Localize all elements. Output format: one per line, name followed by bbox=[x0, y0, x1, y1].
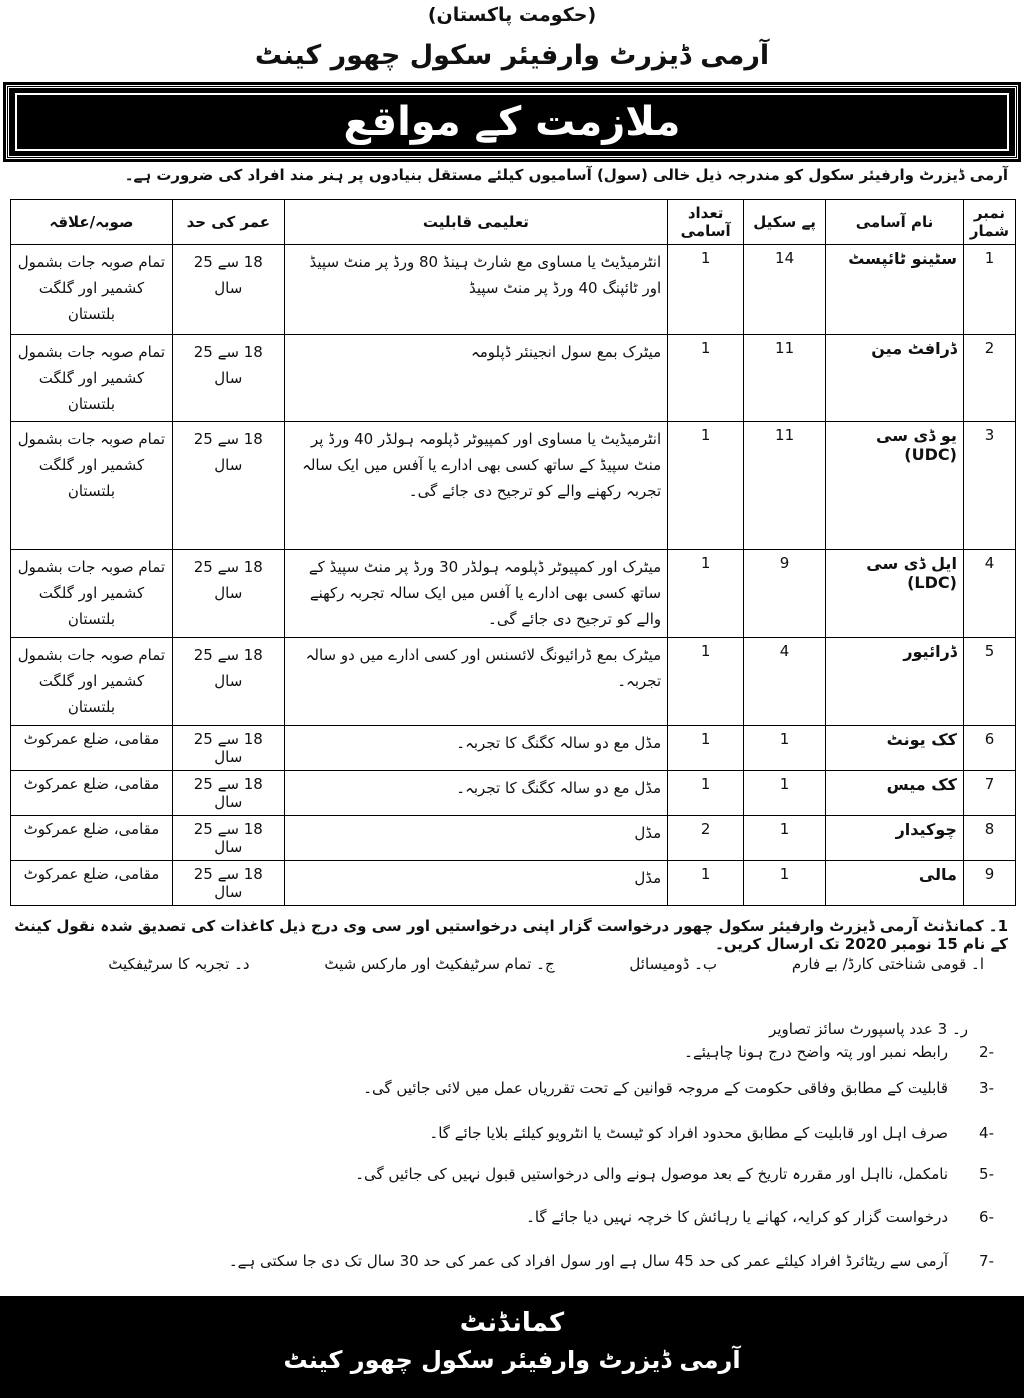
cell-serial: 4 bbox=[963, 550, 1015, 638]
note-item bbox=[34, 1252, 994, 1270]
cell-province: مقامی، ضلع عمرکوٹ bbox=[11, 726, 173, 771]
application-instruction: 1۔ کمانڈنٹ آرمی ڈیزرٹ وارفیئر سکول چھور درخواست گزار اپنی درخواستیں اور سی وی درج ذیل کاغذات کی تصدیق شدہ نقول کینٹ کے نام 15 نومبر 2020 تک ارسال کریں۔ bbox=[14, 917, 1008, 953]
banner-title: ملازمت کے مواقع bbox=[343, 99, 681, 145]
cell-province: مقامی، ضلع عمرکوٹ bbox=[11, 771, 173, 816]
cell-province: مقامی، ضلع عمرکوٹ bbox=[11, 816, 173, 861]
cell-qualification: مڈل bbox=[284, 816, 667, 861]
note-item bbox=[34, 1208, 994, 1226]
title-banner bbox=[6, 85, 1018, 159]
cell-scale: 9 bbox=[744, 550, 826, 638]
cell-scale: 1 bbox=[744, 861, 826, 906]
header-age: عمر کی حد bbox=[172, 200, 284, 245]
cell-province: تمام صوبہ جات بشمول کشمیر اور گلگت بلتستان bbox=[11, 550, 173, 638]
cell-qualification: میٹرک اور کمپیوٹر ڈپلومہ ہولڈر 30 ورڈ پر منٹ سپیڈ کے ساتھ کسی بھی ادارے یا آفس میں ایک سالہ تجربہ رکھنے والے کو ترجیح دی جائے گی۔ bbox=[284, 550, 667, 638]
header-province: صوبہ/علاقہ bbox=[11, 200, 173, 245]
note-text: نامکمل، نااہل اور مقررہ تاریخ کے بعد موصول ہونے والی درخواستیں قبول نہیں کی جائیں گی۔ bbox=[355, 1165, 948, 1183]
document-item: د۔ تجربہ کا سرٹیفکیٹ bbox=[108, 955, 250, 973]
cell-post: ڈرائیور bbox=[826, 638, 964, 726]
note-text: صرف اہل اور قابلیت کے مطابق محدود افراد کو ٹیسٹ یا انٹرویو کیلئے بلایا جائے گا۔ bbox=[429, 1124, 948, 1142]
school-name: آرمی ڈیزرٹ وارفیئر سکول چھور کینٹ bbox=[254, 40, 770, 71]
cell-qualification: میٹرک بمع ڈرائیونگ لائسنس اور کسی ادارے میں دو سالہ تجربہ۔ bbox=[284, 638, 667, 726]
cell-serial: 1 bbox=[963, 245, 1015, 335]
cell-age: 18 سے 25 سال bbox=[172, 726, 284, 771]
cell-serial: 6 bbox=[963, 726, 1015, 771]
cell-serial: 9 bbox=[963, 861, 1015, 906]
cell-post: چوکیدار bbox=[826, 816, 964, 861]
cell-age: 18 سے 25 سال bbox=[172, 422, 284, 550]
cell-serial: 2 bbox=[963, 335, 1015, 422]
cell-post: کک میس bbox=[826, 771, 964, 816]
table-row bbox=[11, 335, 1016, 422]
header-scale: پے سکیل bbox=[744, 200, 826, 245]
header-qualification: تعلیمی قابلیت bbox=[284, 200, 667, 245]
cell-scale: 1 bbox=[744, 771, 826, 816]
document-item: ج۔ تمام سرٹیفکیٹ اور مارکس شیٹ bbox=[324, 955, 555, 973]
cell-scale: 11 bbox=[744, 422, 826, 550]
table-row bbox=[11, 638, 1016, 726]
note-number: -7 bbox=[979, 1252, 994, 1270]
table-header-row bbox=[11, 200, 1016, 245]
cell-serial: 3 bbox=[963, 422, 1015, 550]
cell-post: یو ڈی سی (UDC) bbox=[826, 422, 964, 550]
note-item bbox=[34, 1165, 994, 1183]
cell-age: 18 سے 25 سال bbox=[172, 638, 284, 726]
cell-count: 1 bbox=[668, 550, 744, 638]
header-serial: نمبر شمار bbox=[963, 200, 1015, 245]
cell-scale: 11 bbox=[744, 335, 826, 422]
cell-age: 18 سے 25 سال bbox=[172, 335, 284, 422]
cell-serial: 7 bbox=[963, 771, 1015, 816]
cell-age: 18 سے 25 سال bbox=[172, 816, 284, 861]
intro-text: آرمی ڈیزرٹ وارفیئر سکول کو مندرجہ ذیل خالی (سول) آسامیوں کیلئے مستقل بنیادوں پر ہنر مند افراد کی ضرورت ہے۔ bbox=[124, 166, 1008, 184]
cell-province: تمام صوبہ جات بشمول کشمیر اور گلگت بلتستان bbox=[11, 638, 173, 726]
cell-count: 2 bbox=[668, 816, 744, 861]
cell-age: 18 سے 25 سال bbox=[172, 771, 284, 816]
note-text: آرمی سے ریٹائرڈ افراد کیلئے عمر کی حد 45 سال ہے اور سول افراد کی عمر کی حد 30 سال تک دی جا سکتی ہے۔ bbox=[228, 1252, 948, 1270]
note-text: قابلیت کے مطابق وفاقی حکومت کے مروجہ قوانین کے تحت تقرریاں عمل میں لائی جائیں گی۔ bbox=[363, 1079, 948, 1097]
cell-post: ایل ڈی سی (LDC) bbox=[826, 550, 964, 638]
cell-serial: 5 bbox=[963, 638, 1015, 726]
cell-scale: 1 bbox=[744, 726, 826, 771]
header-count: تعداد آسامی bbox=[668, 200, 744, 245]
cell-province: تمام صوبہ جات بشمول کشمیر اور گلگت بلتستان bbox=[11, 422, 173, 550]
footer-banner bbox=[0, 1296, 1024, 1398]
note-number: -2 bbox=[979, 1043, 994, 1061]
cell-serial: 8 bbox=[963, 816, 1015, 861]
cell-count: 1 bbox=[668, 861, 744, 906]
table-row bbox=[11, 422, 1016, 550]
note-text: درخواست گزار کو کرایہ، کھانے یا رہائش کا خرچہ نہیں دیا جائے گا۔ bbox=[526, 1208, 948, 1226]
cell-scale: 14 bbox=[744, 245, 826, 335]
cell-scale: 4 bbox=[744, 638, 826, 726]
required-documents bbox=[24, 955, 984, 973]
document-item: ا۔ قومی شناختی کارڈ/ بے فارم bbox=[791, 955, 984, 973]
table-row bbox=[11, 771, 1016, 816]
cell-province: تمام صوبہ جات بشمول کشمیر اور گلگت بلتستان bbox=[11, 245, 173, 335]
table-row bbox=[11, 726, 1016, 771]
note-item bbox=[34, 1079, 994, 1097]
cell-count: 1 bbox=[668, 726, 744, 771]
cell-province: مقامی، ضلع عمرکوٹ bbox=[11, 861, 173, 906]
cell-count: 1 bbox=[668, 422, 744, 550]
table-row bbox=[11, 245, 1016, 335]
cell-age: 18 سے 25 سال bbox=[172, 245, 284, 335]
cell-scale: 1 bbox=[744, 816, 826, 861]
cell-count: 1 bbox=[668, 335, 744, 422]
note-item bbox=[34, 1043, 994, 1061]
note-text: رابطہ نمبر اور پتہ واضح درج ہونا چاہیئے۔ bbox=[684, 1043, 948, 1061]
note-number: -3 bbox=[979, 1079, 994, 1097]
cell-count: 1 bbox=[668, 245, 744, 335]
cell-count: 1 bbox=[668, 771, 744, 816]
cell-province: تمام صوبہ جات بشمول کشمیر اور گلگت بلتستان bbox=[11, 335, 173, 422]
cell-qualification: مڈل مع دو سالہ کگنگ کا تجربہ۔ bbox=[284, 726, 667, 771]
table-row bbox=[11, 861, 1016, 906]
jobs-table bbox=[10, 199, 1016, 906]
document-item: ب۔ ڈومیسائل bbox=[629, 955, 718, 973]
cell-post: کک یونٹ bbox=[826, 726, 964, 771]
cell-age: 18 سے 25 سال bbox=[172, 550, 284, 638]
footer-school-name: آرمی ڈیزرٹ وارفیئر سکول چھور کینٹ bbox=[283, 1346, 741, 1374]
cell-qualification: مڈل bbox=[284, 861, 667, 906]
cell-count: 1 bbox=[668, 638, 744, 726]
cell-post: مالی bbox=[826, 861, 964, 906]
header-post: نام آسامی bbox=[826, 200, 964, 245]
cell-age: 18 سے 25 سال bbox=[172, 861, 284, 906]
cell-qualification: انٹرمیڈیٹ یا مساوی اور کمپیوٹر ڈپلومہ ہولڈر 40 ورڈ پر منٹ سپیڈ کے ساتھ کسی بھی ادارے یا آفس میں ایک سالہ تجربہ رکھنے والے کو ترجیح دی جائے گی۔ bbox=[284, 422, 667, 550]
cell-qualification: میٹرک بمع سول انجینئر ڈپلومہ bbox=[284, 335, 667, 422]
government-label: (حکومت پاکستان) bbox=[427, 4, 597, 26]
cell-qualification: مڈل مع دو سالہ کگنگ کا تجربہ۔ bbox=[284, 771, 667, 816]
table-row bbox=[11, 816, 1016, 861]
note-item bbox=[34, 1124, 994, 1142]
footer-title: کمانڈنٹ bbox=[459, 1308, 565, 1338]
note-number: -5 bbox=[979, 1165, 994, 1183]
table-row bbox=[11, 550, 1016, 638]
document-item-extra: ر۔ 3 عدد پاسپورٹ سائز تصاویر bbox=[769, 1020, 968, 1038]
cell-post: ڈرافٹ مین bbox=[826, 335, 964, 422]
cell-post: سٹینو ٹائپسٹ bbox=[826, 245, 964, 335]
cell-qualification: انٹرمیڈیٹ یا مساوی مع شارٹ ہینڈ 80 ورڈ پر منٹ سپیڈ اور ٹائپنگ 40 ورڈ پر منٹ سپیڈ bbox=[284, 245, 667, 335]
note-number: -6 bbox=[979, 1208, 994, 1226]
note-number: -4 bbox=[979, 1124, 994, 1142]
